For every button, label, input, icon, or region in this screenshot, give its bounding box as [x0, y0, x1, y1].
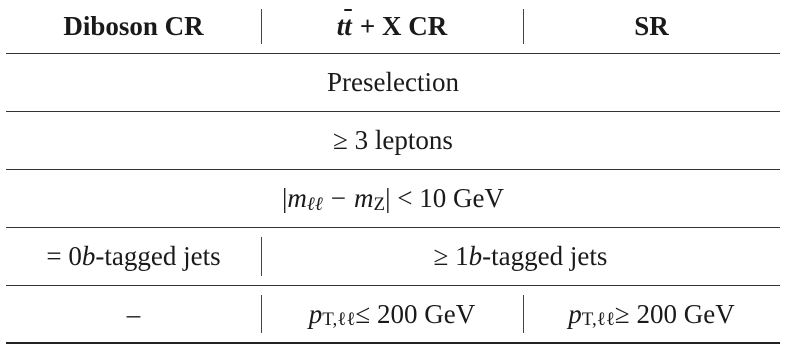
header-ttx-rest: + X CR [359, 11, 448, 41]
pt-sr-rest: ≥ 200 GeV [614, 298, 735, 329]
table-row-pt [6, 286, 780, 344]
pt-sr-sub: T,ℓℓ [581, 309, 615, 330]
table-row-preselection [6, 54, 780, 112]
mass-m1: m [287, 183, 307, 213]
btag-sr-post: -tagged jets [482, 241, 608, 271]
btag-cr-pre: = 0 [46, 241, 82, 271]
header-diboson-cr: Diboson CR [63, 11, 204, 41]
mass-abs-open: | [282, 183, 288, 213]
leptons-cell: ≥ 3 leptons [333, 125, 453, 155]
pt-ttx-rest: ≤ 200 GeV [355, 298, 476, 329]
btag-diboson-cell [6, 228, 261, 285]
pt-diboson-cell: – [126, 298, 141, 329]
header-row [6, 0, 780, 54]
mass-minus: − [330, 183, 346, 213]
column-divider [261, 9, 262, 44]
header-ttx-cr [261, 0, 523, 53]
table-row-mass-window [6, 170, 780, 228]
pt-ttx-p: p [308, 298, 323, 329]
pt-ttx-sub: T,ℓℓ [322, 309, 356, 330]
pt-sr-p: p [568, 298, 582, 329]
column-divider [261, 237, 262, 276]
header-ttx-tbar: $\overline{t}$ [344, 11, 352, 41]
selection-table [6, 0, 780, 344]
btag-cr-b: b [81, 241, 96, 271]
column-divider [523, 295, 524, 333]
btag-sr-b: b [468, 241, 483, 271]
mass-m2: m [353, 183, 374, 213]
mass-window-cell [6, 170, 780, 227]
table-row-btag [6, 228, 780, 286]
btag-cr-post: -tagged jets [95, 241, 221, 271]
table-row-leptons [6, 112, 780, 170]
header-sr: SR [634, 11, 669, 41]
column-divider [261, 295, 262, 333]
btag-ttx-sr-cell [261, 228, 780, 285]
mass-sub1: ℓℓ [306, 193, 323, 215]
preselection-cell: Preselection [327, 67, 459, 97]
mass-sub2: Z [373, 193, 386, 215]
pt-sr-cell [523, 286, 780, 342]
mass-rest: | < 10 GeV [385, 183, 504, 213]
header-ttx-t: t [336, 11, 345, 41]
btag-sr-pre: ≥ 1 [433, 241, 469, 271]
column-divider [523, 9, 524, 44]
pt-ttx-cell [261, 286, 523, 342]
